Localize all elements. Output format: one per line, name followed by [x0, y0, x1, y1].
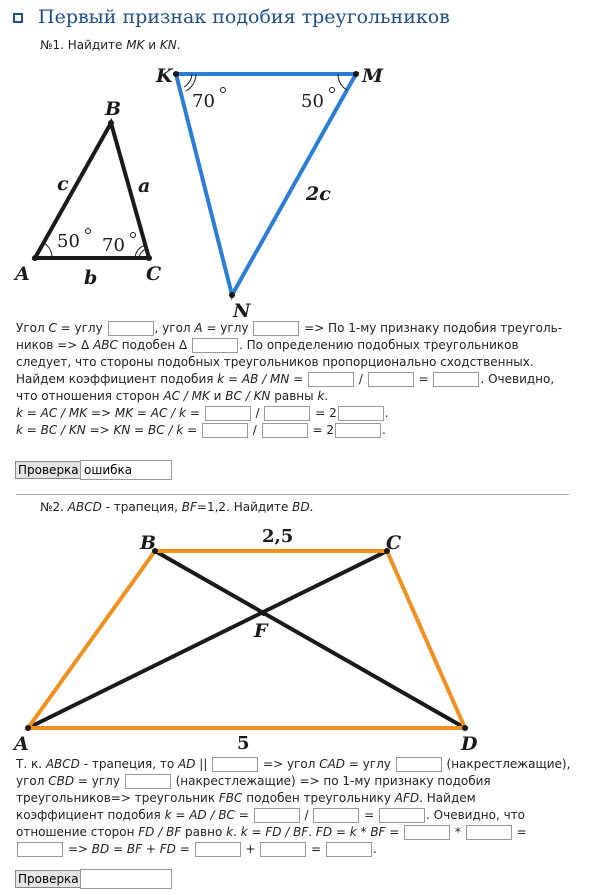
diagonal-ac: [28, 551, 387, 728]
label-a: A: [15, 263, 30, 285]
point-k: [173, 71, 179, 77]
text: (накрестлежащие),: [442, 757, 571, 771]
answer-angle-cad-input[interactable]: [396, 757, 442, 772]
task2-line5: [16, 824, 576, 841]
text-var: FD / BF: [138, 825, 182, 839]
task2-solution: [16, 756, 576, 858]
text: =: [183, 423, 201, 437]
text-var: k: [226, 825, 234, 839]
text-var: CBD: [48, 774, 75, 788]
answer-bd-value-input[interactable]: [326, 842, 372, 857]
label-b: B: [105, 98, 122, 120]
text: ников => Δ: [16, 338, 94, 352]
angle-arc-m: [338, 74, 347, 90]
degree-icon: [221, 88, 226, 93]
text: .: [324, 389, 329, 403]
text-var: k = FD / BF: [240, 825, 309, 839]
text: .: [382, 423, 386, 437]
text: следует, что стороны подобных треугольников пропорционально сходственных.: [16, 355, 534, 369]
task2-line1: [16, 756, 576, 773]
text: =: [516, 825, 527, 839]
point-m: [353, 71, 359, 77]
angle-label-k: 70: [192, 91, 215, 112]
text: = углу: [74, 774, 124, 788]
text-var: k: [317, 389, 325, 403]
point-a: [25, 725, 31, 731]
text: => По 1-му признаку подобия треуголь-: [300, 321, 563, 335]
text: =: [289, 372, 308, 386]
text: /: [358, 372, 363, 386]
task1-line1: [16, 320, 576, 337]
side-label-c: c: [57, 173, 69, 195]
text: равно: [181, 825, 227, 839]
angle-label-m: 50: [301, 91, 324, 112]
task2-line3: [16, 790, 576, 807]
text-var: k = AB / MN: [217, 372, 290, 386]
task1-line7: [16, 422, 576, 439]
text: =: [186, 406, 204, 420]
label-c: C: [386, 532, 402, 554]
task1-line3: [16, 354, 576, 371]
text-var: C: [48, 321, 57, 335]
answer-k-denominator-input[interactable]: [368, 372, 414, 387]
text-var: KN = BC / k: [113, 423, 184, 437]
task1-check-button[interactable]: Проверка: [15, 461, 82, 479]
text: =: [175, 842, 194, 856]
text: что отношения сторон: [16, 389, 164, 403]
task2-line4: [16, 807, 576, 824]
side-label-bc: 2,5: [262, 526, 294, 547]
text: +: [245, 842, 256, 856]
text: =: [311, 842, 322, 856]
label-f: F: [254, 620, 268, 642]
text-var: AFD: [394, 791, 420, 805]
answer-k-value-input[interactable]: [379, 808, 425, 823]
angle-label-a: 50: [57, 231, 80, 252]
task1-line6: [16, 405, 576, 422]
answer-similar-triangle-input[interactable]: [192, 338, 238, 353]
text: = углу: [345, 757, 395, 771]
task1-line2: [16, 337, 576, 354]
text-var: BD = BF + FD: [91, 842, 176, 856]
text: = углу: [202, 321, 253, 335]
text: ||: [195, 757, 208, 771]
text: /: [255, 406, 260, 420]
text-var: ABC: [93, 338, 118, 352]
text-var: A: [194, 321, 203, 335]
answer-bd-fd-input[interactable]: [260, 842, 306, 857]
task2-line2: [16, 773, 576, 790]
text: /: [304, 808, 309, 822]
text: =>: [85, 423, 114, 437]
point-c: [146, 255, 152, 261]
label-c: C: [146, 263, 162, 285]
task2-heading: [40, 500, 313, 514]
task1-result-field[interactable]: ошибка: [80, 460, 172, 480]
task2-heading-bf: BF: [181, 500, 197, 514]
side-label-ad: 5: [237, 733, 250, 754]
text: *: [454, 825, 461, 839]
divider: [16, 494, 569, 495]
point-b: [108, 120, 114, 126]
answer-kn-denominator-input[interactable]: [262, 423, 308, 438]
trapezoid-abcd: [28, 551, 465, 728]
point-a: [32, 255, 38, 261]
text-var: CAD: [319, 757, 346, 771]
answer-k-denominator-input[interactable]: [313, 808, 359, 823]
text: => угол: [259, 757, 320, 771]
text: . По определению подобных треугольников: [239, 338, 519, 352]
answer-angle-cbd-input[interactable]: [125, 774, 171, 789]
text: подобен Δ: [117, 338, 192, 352]
text-var: FD = k * BF: [315, 825, 386, 839]
text: коэффициент подобия: [16, 808, 165, 822]
angle-arc-a: [44, 243, 52, 258]
task2-figure: [0, 520, 608, 755]
label-k: K: [156, 65, 173, 87]
answer-bd-bf-input[interactable]: [195, 842, 241, 857]
label-b: B: [140, 532, 157, 554]
text: . Очевидно,: [480, 372, 555, 386]
text: Найдем коэффициент подобия: [16, 372, 218, 386]
task1-line5: [16, 388, 576, 405]
text: .: [384, 406, 389, 420]
answer-mk-denominator-input[interactable]: [264, 406, 310, 421]
text: , угол: [154, 321, 195, 335]
text-var: MK = AC / k: [114, 406, 186, 420]
answer-angle-c-input[interactable]: [108, 321, 154, 336]
task2-result-field[interactable]: [80, 869, 172, 889]
diagonal-bd: [155, 551, 465, 728]
text: равны: [270, 389, 318, 403]
answer-kn-numerator-input[interactable]: [202, 423, 248, 438]
text: =>: [87, 406, 115, 420]
text: =>: [67, 842, 92, 856]
text: подобен треугольнику: [242, 791, 395, 805]
text: =: [234, 808, 253, 822]
label-m: M: [362, 65, 384, 87]
task2-heading-abcd: ABCD: [67, 500, 102, 514]
side-label-a: a: [138, 175, 151, 197]
text-var: FBC: [218, 791, 243, 805]
answer-k-value-input[interactable]: [433, 372, 479, 387]
answer-fd-bf-input[interactable]: [466, 825, 512, 840]
point-d: [462, 725, 468, 731]
degree-icon: [131, 233, 136, 238]
text: - трапеция, то: [79, 757, 179, 771]
task2-heading-mid: - трапеция,: [101, 500, 182, 514]
text-var: ABCD: [45, 757, 80, 771]
text: .: [233, 825, 241, 839]
side-label-b: b: [84, 267, 98, 289]
text: = 2: [312, 423, 335, 437]
text: =: [418, 372, 429, 386]
text-var: BC / KN: [225, 389, 271, 403]
label-d: D: [461, 733, 478, 755]
text: =: [364, 808, 375, 822]
task1-heading-mk: MK: [126, 38, 145, 52]
page-title: Первый признак подобия треугольников: [38, 6, 450, 28]
answer-fd-value-input[interactable]: [17, 842, 63, 857]
angle-arc-k-outer: [186, 74, 196, 91]
text-var: AC / MK: [163, 389, 210, 403]
task2-heading-prefix: №2.: [40, 500, 68, 514]
answer-mk-value-input[interactable]: [338, 406, 384, 421]
task1-figure: [0, 55, 608, 317]
text: Угол: [16, 321, 49, 335]
task2-heading-dot: .: [309, 500, 314, 514]
text: и: [209, 389, 226, 403]
task2-line6: [16, 841, 576, 858]
task1-heading-prefix: №1. Найдите: [40, 38, 127, 52]
task1-solution: [16, 320, 576, 439]
answer-parallel-side-input[interactable]: [212, 757, 258, 772]
text: . Очевидно, что: [426, 808, 525, 822]
point-n: [229, 292, 235, 298]
text: .: [373, 842, 377, 856]
answer-fd-k-input[interactable]: [404, 825, 450, 840]
text: треугольников=> треугольник: [16, 791, 219, 805]
task2-check-button[interactable]: Проверка: [15, 870, 82, 888]
text: =: [385, 825, 404, 839]
task2-heading-bd: BD: [292, 500, 310, 514]
task1-heading-end: .: [176, 38, 181, 52]
answer-k-numerator-input[interactable]: [254, 808, 300, 823]
task2-heading-end: =1,2. Найдите: [196, 500, 293, 514]
text: .: [308, 825, 316, 839]
title-bullet-icon: [13, 13, 23, 23]
text: отношение сторон: [16, 825, 139, 839]
task1-heading-and: и: [144, 38, 160, 52]
point-f: [261, 610, 267, 616]
text-var: AD: [178, 757, 196, 771]
text-var: k = BC / KN: [16, 423, 86, 437]
task1-line4: [16, 371, 576, 388]
text: /: [252, 423, 257, 437]
text-var: k = AC / MK: [16, 406, 88, 420]
answer-mk-numerator-input[interactable]: [205, 406, 251, 421]
text-var: k = AD / BC: [164, 808, 235, 822]
text: угол: [16, 774, 49, 788]
label-a: A: [14, 733, 29, 755]
degree-icon: [330, 88, 335, 93]
answer-angle-a-input[interactable]: [253, 321, 299, 336]
text: (накрестлежащие) => по 1-му признаку подобия: [171, 774, 491, 788]
task1-heading: [40, 38, 181, 52]
text: = углу: [56, 321, 107, 335]
text: Т. к.: [16, 757, 46, 771]
answer-k-numerator-input[interactable]: [308, 372, 354, 387]
text: . Найдем: [419, 791, 476, 805]
angle-label-c: 70: [102, 235, 125, 256]
degree-icon: [86, 229, 91, 234]
side-label-2c: 2c: [306, 183, 331, 205]
answer-kn-value-input[interactable]: [335, 423, 381, 438]
text: = 2: [315, 406, 337, 420]
task1-heading-kn: KN: [159, 38, 177, 52]
label-n: N: [233, 300, 251, 317]
